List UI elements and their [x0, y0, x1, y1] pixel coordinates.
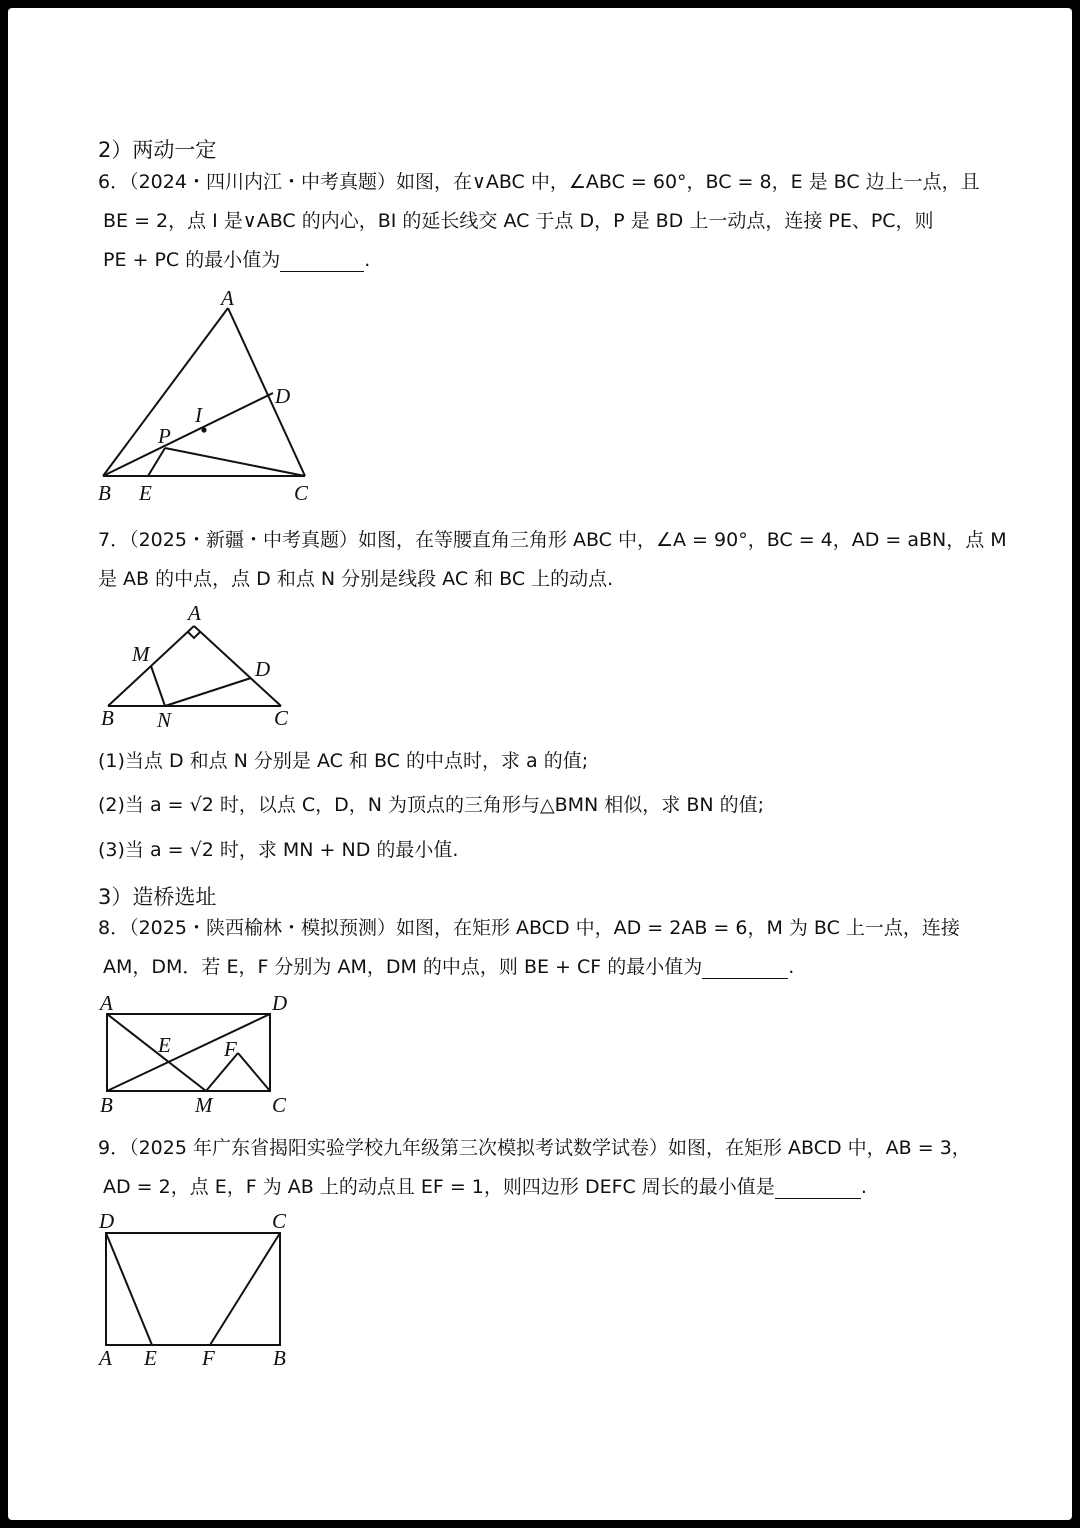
q8-label-m: M — [195, 1093, 213, 1117]
q9-label-e: E — [144, 1346, 157, 1370]
q9-label-d: D — [99, 1209, 115, 1233]
section-heading-bridge-location: 3）造桥选址 — [98, 885, 217, 909]
q8-line-2-end: . — [788, 956, 795, 978]
q6-label-a: A — [221, 286, 234, 310]
q7-line-2: 是 AB 的中点，点 D 和点 N 分别是线段 AC 和 BC 上的动点. — [98, 568, 614, 590]
q7-label-m: M — [132, 642, 150, 666]
q6-label-b: B — [98, 481, 111, 505]
q9-line-2-end: . — [860, 1176, 867, 1198]
q7-label-a: A — [188, 601, 201, 625]
q7-label-b: B — [101, 706, 114, 730]
q6-line-2: BE = 2，点 I 是∨ABC 的内心，BI 的延长线交 AC 于点 D，P 是 BD 上一动点，连接 PE、PC，则 — [103, 210, 934, 232]
q7-label-d: D — [255, 657, 271, 681]
q8-label-d: D — [272, 991, 288, 1015]
q6-label-e: E — [139, 481, 152, 505]
q7-line-1: 7．（2025・新疆・中考真题）如图，在等腰直角三角形 ABC 中，∠A = 90°，BC = 4，AD = aBN，点 M — [98, 529, 1007, 551]
section-heading-two-moving-one-fixed: 2）两动一定 — [98, 138, 217, 162]
q6-label-p: P — [158, 424, 171, 448]
q8-line-1: 8．（2025・陕西榆林・模拟预测）如图，在矩形 ABCD 中，AD = 2AB = 6，M 为 BC 上一点，连接 — [98, 917, 960, 939]
q7-part-3: (3)当 a = √2 时，求 MN + ND 的最小值. — [98, 839, 459, 861]
q9-label-b: B — [273, 1346, 286, 1370]
q8-label-a: A — [100, 991, 113, 1015]
q9-rectangle-figure — [8, 8, 1072, 1520]
q8-label-f: F — [224, 1037, 237, 1061]
q8-label-b: B — [100, 1093, 113, 1117]
q6-label-i: I — [195, 403, 202, 427]
q6-line-3-end: . — [364, 249, 371, 271]
q9-label-f: F — [202, 1346, 215, 1370]
q6-label-c: C — [294, 481, 309, 505]
worksheet-page — [8, 8, 1072, 1520]
q6-line-1: 6．（2024・四川内江・中考真题）如图，在∨ABC 中，∠ABC = 60°，BC = 8，E 是 BC 边上一点，且 — [98, 171, 980, 193]
q7-label-n: N — [157, 708, 172, 732]
q7-label-c: C — [274, 706, 289, 730]
q6-line-3-text: PE + PC 的最小值为 — [103, 249, 281, 271]
q8-line-2-text: AM，DM．若 E，F 分别为 AM，DM 的中点，则 BE + CF 的最小值为 — [103, 956, 703, 978]
q8-label-e: E — [158, 1033, 171, 1057]
q8-label-c: C — [272, 1093, 287, 1117]
q7-part-2: (2)当 a = √2 时，以点 C，D，N 为顶点的三角形与△BMN 相似，求 BN 的值; — [98, 794, 765, 816]
q9-label-c: C — [272, 1209, 287, 1233]
q9-line-1: 9．（2025 年广东省揭阳实验学校九年级第三次模拟考试数学试卷）如图，在矩形 ABCD 中，AB = 3， — [98, 1137, 971, 1159]
q6-label-d: D — [275, 384, 291, 408]
q9-line-2-text: AD = 2，点 E，F 为 AB 上的动点且 EF = 1，则四边形 DEFC 周长的最小值是 — [103, 1176, 775, 1198]
q7-part-1: (1)当点 D 和点 N 分别是 AC 和 BC 的中点时，求 a 的值; — [98, 750, 589, 772]
q9-label-a: A — [99, 1346, 112, 1370]
